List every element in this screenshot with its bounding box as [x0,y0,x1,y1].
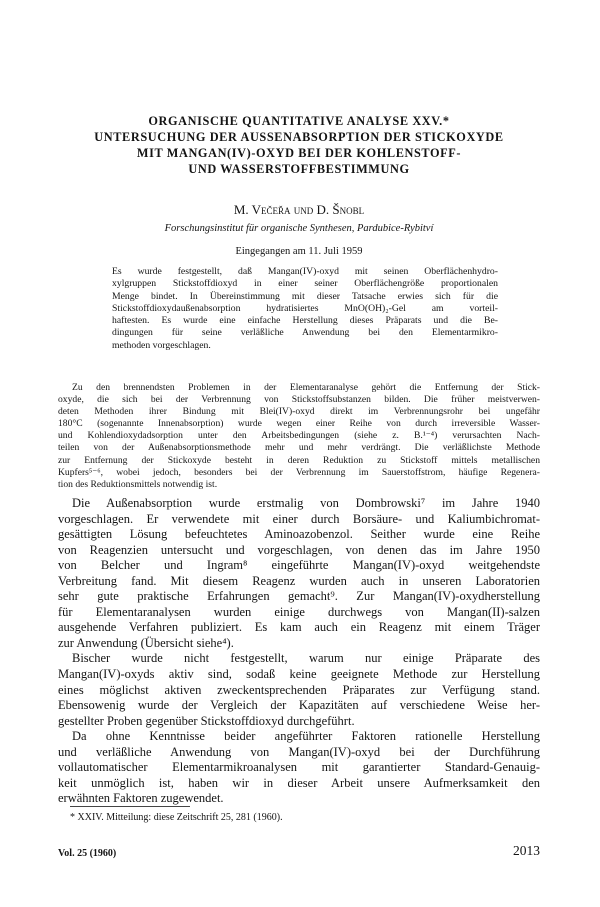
body-line: zur Anwendung (Übersicht siehe⁴). [58,635,234,650]
body-line: vollautomatischer Elementarmikroanalysen mit garantierter Standard-Genauig- [58,760,540,775]
paper-title [58,113,540,177]
body-line: und verläßliche Anwendung von Mangan(IV)-oxyd bei der Durchführung [58,744,540,759]
intro-line: oxyde, die sich bei der Verbrennung von Stickstoffsubstanzen bilden. Die früher meistverwen- [58,394,540,406]
received-date: Eingegangen am 11. Juli 1959 [235,246,363,257]
institute: Forschungsinstitut für organische Synthesen, Pardubice-Rybitví [164,223,434,234]
body-line: erwähnten Faktoren zugewendet. [58,791,224,806]
body-line: Die Außenabsorption wurde erstmalig von Dombrowski⁷ im Jahre 1940 [72,496,540,510]
body-line: von Belcher und Ingram⁸ eingeführte Mangan(IV)-oxyd weitgehendste [58,558,540,573]
body-line: vorgeschlagen. Er verwendete mit einer durch Borsäure- und Kaliumbichromat- [58,511,540,526]
page-number: 2013 [513,843,540,858]
abstract-line: haftesten. Es wurde eine einfache Herstellung dieses Präparats und die Be- [112,315,498,327]
body-line: Ebensowenig wurde der Vergleich der Kapazitäten auf verschiedene Weise her- [58,698,540,713]
intro-line: Kupfers⁵⁻⁶, wobei jedoch, besonders bei der Verbrennung im Sauerstoffstrom, häufige Regenera- [58,466,540,478]
footnote-divider [70,806,190,807]
body-line: sehr gute praktische Erfahrungen gemacht⁹. Zur Mangan(IV)-oxydherstellung [58,589,540,604]
abstract-line: methoden vorgeschlagen. [112,339,211,351]
body-text [58,496,540,807]
abstract [112,266,498,352]
body-line: gestellter Proben gegenüber Stickstoffdioxyd durchgeführt. [58,713,355,728]
intro-line: deten Methoden ihrer Bindung mit Blei(IV)-oxyd direkt im Verbrennungsrohr bei ungefähr [58,406,540,418]
body-line: Verbreitung fand. Mit diesem Reagenz wurden auch in unseren Laboratorien [58,573,540,588]
body-line: Da ohne Kenntnisse beider angeführter Faktoren rationelle Herstellung [72,729,540,744]
title-line: MIT MANGAN(IV)-OXYD BEI DER KOHLENSTOFF- [136,146,462,160]
title-line: UND WASSERSTOFFBESTIMMUNG [188,162,410,176]
body-line: keit unmöglich ist, haben wir in dieser Arbeit unsere Aufmerksamkeit den [58,775,540,790]
abstract-line: xylgruppen Stickstoffdioxyd in einer seiner Oberflächengröße proportionalen [112,278,498,290]
journal-volume: Vol. 25 (1960) [58,848,117,859]
body-line: für Elementaranalysen wurden einige durchwegs von Mangan(II)-salzen [58,604,540,619]
title-line: UNTERSUCHUNG DER AUSSENABSORPTION DER STICKOXYDE [94,130,504,144]
intro-line: und Kohlendioxydadsorption unter den Arbeitsbedingungen (siehe z. B.¹⁻⁴) verursachten Nach- [58,430,540,442]
intro-line: tion des Reduktionsmittels notwendig ist. [58,478,218,490]
intro-line: Zu den brennendsten Problemen in der Elementaranalyse gehört die Entfernung der Stick- [72,382,540,393]
body-line: ausgehende Verfahren publiziert. Es kam auch ein Reagenz mit einem Träger [58,620,540,635]
intro-line: 180°C (sogenannte Innenabsorption) wurde wegen einer Reihe von durch irreversible Wasser- [58,418,540,430]
body-line: gesättigten Lösung befeuchtetes Aminoazobenzol. Seither wurde eine Reihe [58,527,540,542]
abstract-line: Es wurde festgestellt, daß Mangan(IV)-oxyd mit seinen Oberflächenhydro- [112,266,498,277]
body-line: von Reagenzien untersucht und vorgeschlagen, von denen das im Jahre 1950 [58,542,540,557]
intro-line: zur Entfernung der Stickoxyde besteht in deren Reduktion zu Stickstoff mittels metallischen [58,454,540,466]
abstract-line: Stickstoffdioxydaußenabsorption hydratisiertes MnO(OH)₂-Gel am vorteil- [112,302,498,314]
authors: M. Večeřa und D. Šnobl [233,202,365,217]
body-line: Mangan(IV)-oxyds aktiv sind, sodaß keine geeignete Methode zur Herstellung [58,667,540,682]
body-line: eines möglichst aktiven zweckentsprechenden Präparates zur Verfügung stand. [58,682,540,697]
intro-paragraph [58,382,540,491]
title-line: ORGANISCHE QUANTITATIVE ANALYSE XXV.* [148,114,450,128]
footnote: * XXIV. Mitteilung: diese Zeitschrift 25, 281 (1960). [70,812,283,823]
body-line: Bischer wurde nicht festgestellt, warum nur einige Präparate des [72,651,540,666]
intro-line: teilen von der Außenabsorptionsmethode mehr und mehr verdrängt. Die verläßlichste Methode [58,442,540,454]
abstract-line: Menge bindet. In Übereinstimmung mit dieser Tatsache erwies sich für die [112,290,498,302]
abstract-line: dingungen für seine verläßliche Anwendung bei den Elementarmikro- [112,327,498,339]
